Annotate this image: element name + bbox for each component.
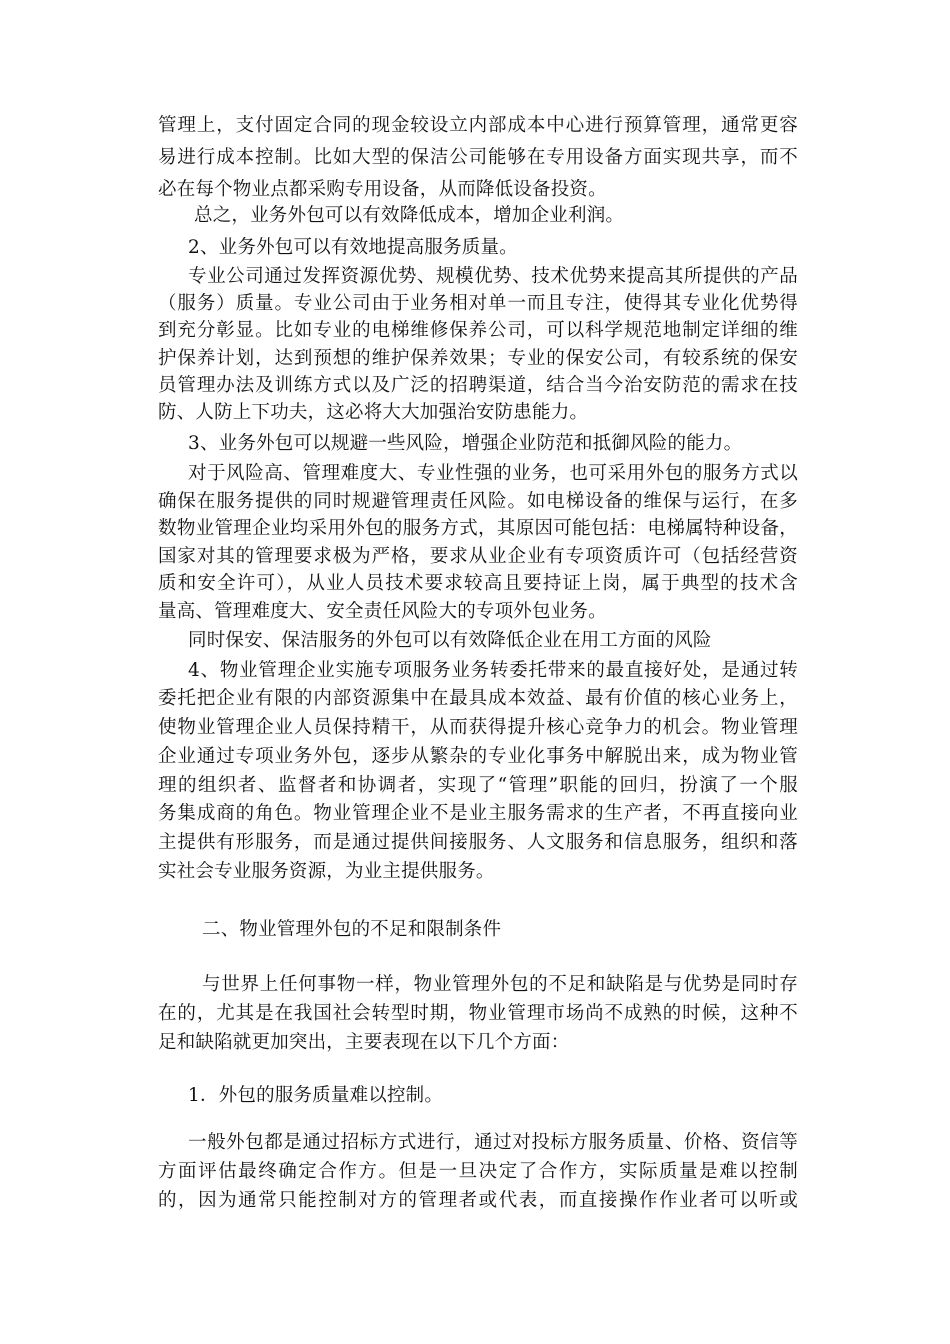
paragraph-line: 4、物业管理企业实施专项服务业务转委托带来的最直接好处，是通过转 [188, 660, 798, 681]
paragraph-line: 质和安全许可），从业人员技术要求较高且要持证上岗，属于典型的技术含 [158, 573, 798, 594]
paragraph-line: 使物业管理企业人员保持精干，从而获得提升核心竞争力的机会。物业管理 [158, 717, 798, 738]
paragraph-line: 护保养计划，达到预想的维护保养效果；专业的保安公司，有较系统的保安 [158, 348, 798, 369]
paragraph-line: 同时保安、保洁服务的外包可以有效降低企业在用工方面的风险 [188, 630, 712, 651]
paragraph-line: 易进行成本控制。比如大型的保洁公司能够在专用设备方面实现共享，而不 [158, 147, 798, 168]
paragraph-line: 员管理办法及训练方式以及广泛的招聘渠道，结合当今治安防范的需求在技 [158, 375, 798, 396]
paragraph-line: 量高、管理难度大、安全责任风险大的专项外包业务。 [158, 601, 607, 622]
paragraph-line: 实社会专业服务资源，为业主提供服务。 [158, 861, 495, 882]
paragraph-line: 管理上，支付固定合同的现金较设立内部成本中心进行预算管理，通常更容 [158, 115, 798, 136]
paragraph-line: 到充分彰显。比如专业的电梯维修保养公司，可以科学规范地制定详细的维 [158, 320, 798, 341]
paragraph-line: 必在每个物业点都采购专用设备，从而降低设备投资。 [158, 179, 607, 200]
paragraph-line: 企业通过专项业务外包，逐步从繁杂的专业化事务中解脱出来，成为物业管 [158, 746, 798, 767]
section-heading: 2、业务外包可以有效地提高服务质量。 [188, 237, 518, 258]
paragraph-line: 在的，尤其是在我国社会转型时期，物业管理市场尚不成熟的时候，这种不 [158, 1003, 798, 1024]
paragraph-line: （服务）质量。专业公司由于业务相对单一而且专注，使得其专业化优势得 [158, 293, 798, 314]
paragraph-line: 一般外包都是通过招标方式进行，通过对投标方服务质量、价格、资信等 [188, 1132, 798, 1153]
paragraph-line: 防、人防上下功夫，这必将大大加强治安防患能力。 [158, 402, 589, 423]
paragraph-line: 数物业管理企业均采用外包的服务方式，其原因可能包括：电梯属特种设备， [158, 518, 798, 539]
paragraph-line: 方面评估最终确定合作方。但是一旦决定了合作方，实际质量是难以控制 [158, 1161, 798, 1182]
paragraph-line: 与世界上任何事物一样，物业管理外包的不足和缺陷是与优势是同时存 [202, 974, 798, 995]
paragraph-line: 国家对其的管理要求极为严格，要求从业企业有专项资质许可（包括经营资 [158, 546, 798, 567]
paragraph-line: 对于风险高、管理难度大、专业性强的业务，也可采用外包的服务方式以 [188, 463, 798, 484]
paragraph-line: 委托把企业有限的内部资源集中在最具成本效益、最有价值的核心业务上， [158, 688, 798, 709]
paragraph-line: 专业公司通过发挥资源优势、规模优势、技术优势来提高其所提供的产品 [188, 266, 798, 287]
list-item-heading: 1．外包的服务质量难以控制。 [188, 1085, 444, 1106]
paragraph-line: 务集成商的角色。物业管理企业不是业主服务需求的生产者，不再直接向业 [158, 803, 798, 824]
paragraph-line: 总之，业务外包可以有效降低成本，增加企业利润。 [194, 205, 625, 226]
paragraph-line: 的，因为通常只能控制对方的管理者或代表，而直接操作作业者可以听或 [158, 1190, 798, 1211]
paragraph-line: 足和缺陷就更加突出，主要表现在以下几个方面： [158, 1032, 570, 1053]
paragraph-line: 理的组织者、监督者和协调者，实现了“管理”职能的回归，扮演了一个服 [158, 775, 798, 796]
paragraph-line: 主提供有形服务，而是通过提供间接服务、人文服务和信息服务，组织和落 [158, 832, 798, 853]
paragraph-line: 确保在服务提供的同时规避管理责任风险。如电梯设备的维保与运行，在多 [158, 491, 798, 512]
section-heading: 二、物业管理外包的不足和限制条件 [202, 919, 502, 940]
section-heading: 3、业务外包可以规避一些风险，增强企业防范和抵御风险的能力。 [188, 433, 743, 454]
